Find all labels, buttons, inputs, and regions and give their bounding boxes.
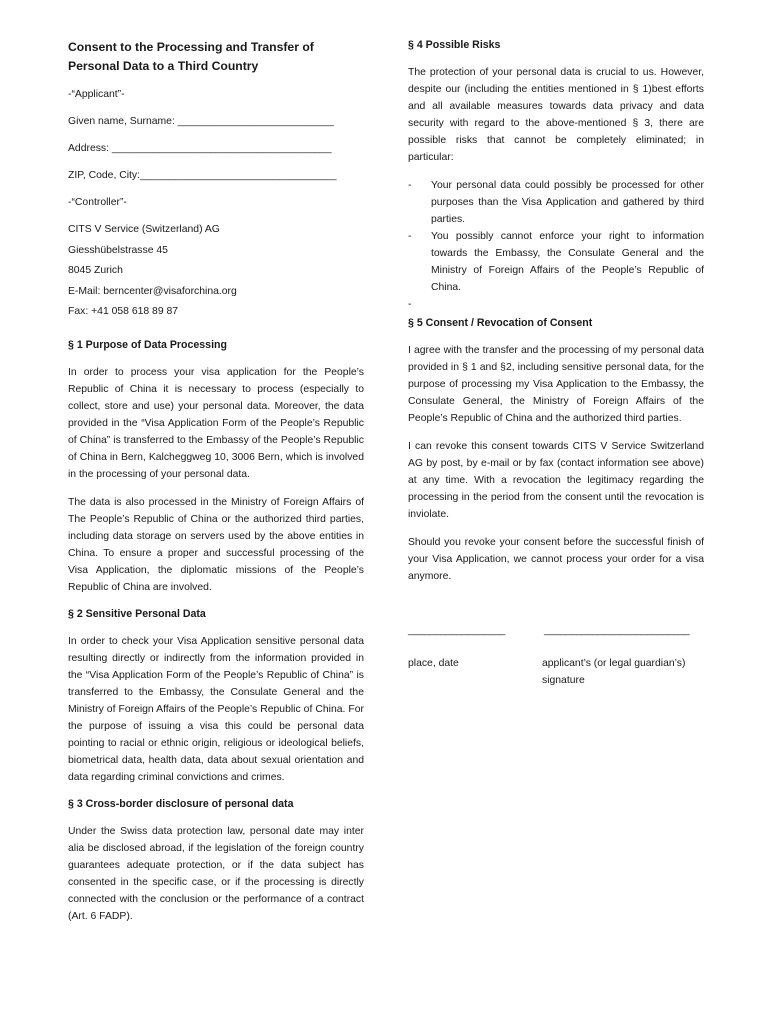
section-4-heading: § 4 Possible Risks	[408, 39, 501, 51]
controller-fax: Fax: +41 058 618 89 87	[68, 306, 179, 318]
section-1-paragraph-2: The data is also processed in the Ministry of Foreign Affairs of The People’s Republic of China or the authorized third parties, including data storage on servers used by the above entities in China. To ensure a proper and successful processing of the Visa Application, the diplomatic missions of the People’s Republic of China are involved.	[68, 497, 364, 594]
section-5-paragraph-2: I can revoke this consent towards CITS V Service Switzerland AG by post, by e-mail or by fax (contact information see above) at any time. With a revocation the legitimacy regarding the processing in the period from the consent until the revocation is inviolate.	[408, 441, 704, 520]
document-title: Consent to the Processing and Transfer of Personal Data to a Third Country	[68, 40, 314, 73]
signature-line: ___________________________	[544, 625, 690, 636]
controller-label: -“Controller”-	[68, 197, 127, 208]
signature-lines	[408, 625, 704, 647]
controller-email: E-Mail: berncenter@visaforchina.org	[68, 285, 237, 297]
left-column	[68, 38, 364, 936]
applicant-label: -“Applicant”-	[68, 89, 125, 100]
zip-city-field: ZIP, Code, City:__________________________________	[68, 170, 337, 181]
section-3-heading: § 3 Cross-border disclosure of personal data	[68, 798, 294, 811]
signature-labels	[408, 655, 704, 695]
controller-city: 8045 Zurich	[68, 265, 123, 277]
controller-company: CITS V Service (Switzerland) AG	[68, 224, 220, 235]
place-date-label: place, date	[408, 658, 459, 669]
section-2-heading: § 2 Sensitive Personal Data	[68, 608, 206, 621]
controller-street: Giesshübelstrasse 45	[68, 244, 168, 256]
section-3-paragraph: Under the Swiss data protection law, personal date may inter alia be disclosed abroad, if the legislation of the foreign country guarantees adequate protection, or if the data subject has consented in the specific case, or if the processing is directly connected with the conclusion or the performance of a contract (Art. 6 FADP).	[68, 826, 364, 923]
section-5-paragraph-1: I agree with the transfer and the processing of my personal data provided in § 1 and §2, including sensitive personal data, for the purpose of processing my Visa Application to the Embassy, the Consulate General, the Ministry of Foreign Affairs of the People’s Republic of China and the authorized third parties.	[408, 345, 704, 424]
section-5-paragraph-3: Should you revoke your consent before the successful finish of your Visa Application, we cannot process your order for a visa anymore.	[408, 537, 704, 582]
signature-label: applicant’s (or legal guardian’s) signature	[542, 658, 686, 686]
given-name-field: Given name, Surname: ___________________________	[68, 116, 334, 127]
risk-list	[408, 177, 704, 296]
list-item: - You possibly cannot enforce your right to information towards the Embassy, the Consulate General and the Ministry of Foreign Affairs of the People’s Republic of China.	[408, 228, 704, 296]
section-1-paragraph-1: In order to process your visa application for the People’s Republic of China it is necessary to process (especially to collect, store and use) your personal data. Moreover, the data provided in the “Visa Application Form of the People’s Republic of China” is transferred to the Embassy of the People’s Republic of China in Bern, Kalcheggweg 10, 3006 Bern, which is involved in the processing of your personal data.	[68, 367, 364, 481]
place-date-line: __________________	[408, 625, 505, 636]
section-5-heading: § 5 Consent / Revocation of Consent	[408, 317, 593, 329]
section-1-heading: § 1 Purpose of Data Processing	[68, 339, 227, 352]
section-4-paragraph: The protection of your personal data is crucial to us. However, despite our (including the entities mentioned in § 1)best efforts and all available measures towards data privacy and data security with regard to the above-mentioned § 3, there are possible risks that cannot be completely eliminated; in particular:	[408, 67, 704, 163]
section-2-paragraph: In order to check your Visa Application sensitive personal data resulting directly or indirectly from the information provided in the “Visa Application Form of the People’s Republic of China” is transferred to the Embassy, the Consulate General and the Ministry of Foreign Affairs of the People’s Republic of China. For the purpose of issuing a visa this could be personal data pointing to racial or ethnic origin, religious or ideological beliefs, biometrical data, health data, data about sexual orientation and data regarding criminal convictions and crimes.	[68, 636, 364, 784]
address-field: Address: ______________________________________	[68, 143, 332, 154]
list-item: - Your personal data could possibly be processed for other purposes than the Visa Application and gathered by third parties.	[408, 177, 704, 228]
trailing-dash: -	[408, 299, 412, 310]
right-column	[408, 38, 704, 695]
